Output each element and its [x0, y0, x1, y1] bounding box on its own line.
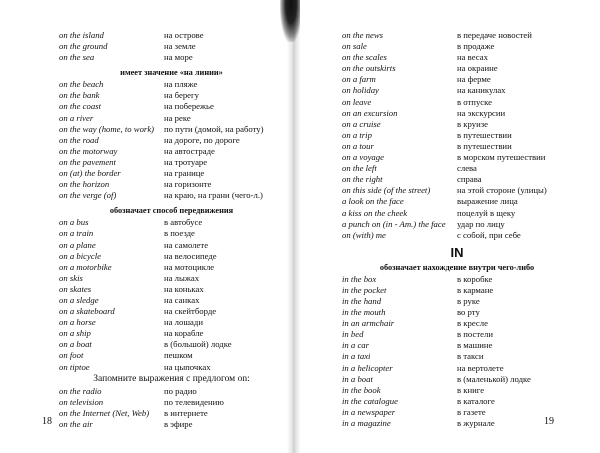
russian-translation: на коньках	[164, 283, 204, 294]
english-phrase: on a bicycle	[59, 250, 101, 261]
phrase-row	[342, 30, 572, 41]
russian-translation: в автобусе	[164, 217, 203, 228]
russian-translation: в морском путешествии	[457, 152, 546, 163]
english-phrase: on the left	[342, 163, 377, 174]
english-phrase: on the horizon	[59, 179, 110, 190]
english-phrase: on the pavement	[59, 156, 116, 167]
phrase-row	[342, 208, 572, 219]
russian-translation: на скейтборде	[164, 306, 217, 317]
russian-translation: слева	[457, 163, 477, 174]
english-phrase: a kiss on the cheek	[342, 207, 408, 218]
english-phrase: in an armchair	[342, 318, 395, 329]
english-phrase: in the catalogue	[342, 395, 398, 406]
phrase-row	[59, 113, 284, 124]
english-phrase: on the ground	[59, 41, 108, 52]
phrase-row	[342, 307, 572, 318]
english-phrase: in the mouth	[342, 307, 386, 318]
right-page	[300, 0, 600, 453]
english-phrase: on a bus	[59, 217, 89, 228]
english-phrase: in the box	[342, 273, 377, 284]
english-phrase: on sale	[342, 41, 367, 52]
phrase-row	[59, 408, 284, 419]
phrase-row	[342, 63, 572, 74]
phrase-row	[59, 306, 284, 317]
russian-translation: на дороге, по дороге	[164, 134, 240, 145]
russian-translation: на границе	[164, 168, 205, 179]
russian-translation: в такси	[457, 351, 484, 362]
russian-translation: удар по лицу	[457, 218, 505, 229]
english-phrase: in bed	[342, 329, 364, 340]
english-phrase: on a motorbike	[59, 261, 112, 272]
russian-translation: на побережье	[164, 101, 214, 112]
phrase-row	[342, 74, 572, 85]
ink-blot	[280, 0, 302, 42]
phrase-list	[342, 30, 572, 241]
english-phrase: on the scales	[342, 52, 387, 63]
russian-translation: на ферме	[457, 74, 491, 85]
russian-translation: в путешествии	[457, 140, 512, 151]
russian-translation: по пути (домой, на работу)	[164, 123, 264, 134]
english-phrase: on the way (home, to work)	[59, 123, 155, 134]
english-phrase: in a newspaper	[342, 406, 396, 417]
phrase-row	[59, 190, 284, 201]
russian-translation: на этой стороне (улицы)	[457, 185, 547, 196]
phrase-row	[342, 418, 572, 429]
english-phrase: on the island	[59, 30, 104, 40]
phrase-row	[59, 168, 284, 179]
phrase-row	[59, 217, 284, 228]
book-gutter	[287, 0, 301, 453]
phrase-row	[342, 41, 572, 52]
phrase-row	[59, 386, 284, 397]
english-phrase: on the verge (of)	[59, 190, 117, 201]
page-number: 18	[42, 416, 52, 427]
section-heading: Запомните выражения с предлогом on:	[93, 373, 250, 384]
phrase-row	[342, 274, 572, 285]
english-phrase: on the road	[59, 134, 99, 145]
phrase-row	[59, 328, 284, 339]
russian-translation: на лошади	[164, 317, 203, 328]
russian-translation: справа	[457, 174, 482, 185]
english-phrase: on leave	[342, 96, 372, 107]
phrase-row	[342, 196, 572, 207]
russian-translation: в кресле	[457, 318, 488, 329]
russian-translation: на пляже	[164, 79, 198, 90]
phrase-row	[59, 397, 284, 408]
phrase-row	[59, 419, 284, 430]
english-phrase: on the air	[59, 418, 93, 429]
english-phrase: in a magazine	[342, 418, 391, 428]
phrase-row	[342, 85, 572, 96]
phrase-row	[342, 340, 572, 351]
english-phrase: on the right	[342, 174, 383, 185]
english-phrase: on skates	[59, 283, 92, 294]
russian-translation: на самолете	[164, 239, 209, 250]
phrase-row	[342, 52, 572, 63]
russian-translation: во рту	[457, 307, 480, 318]
phrase-row	[342, 152, 572, 163]
english-phrase: on foot	[59, 350, 84, 361]
phrase-row	[59, 179, 284, 190]
english-phrase: on a skateboard	[59, 306, 115, 317]
russian-translation: в газете	[457, 406, 486, 417]
phrase-row	[59, 157, 284, 168]
phrase-row	[59, 52, 284, 63]
russian-translation: на корабле	[164, 328, 204, 339]
phrase-row	[342, 163, 572, 174]
phrase-row	[342, 108, 572, 119]
russian-translation: в руке	[457, 295, 480, 306]
english-phrase: on a train	[59, 228, 94, 239]
english-phrase: on the motorway	[59, 145, 118, 156]
english-phrase: in the pocket	[342, 284, 387, 295]
russian-translation: в интернете	[164, 407, 208, 418]
phrase-row	[342, 329, 572, 340]
phrase-row	[59, 251, 284, 262]
phrase-row	[59, 124, 284, 135]
phrase-row	[59, 79, 284, 90]
english-phrase: on the outskirts	[342, 63, 396, 74]
english-phrase: on the coast	[59, 101, 101, 112]
russian-translation: по телевидению	[164, 396, 224, 407]
english-phrase: on a sledge	[59, 294, 99, 305]
english-phrase: on a voyage	[342, 152, 384, 163]
english-phrase: on the sea	[59, 52, 95, 63]
english-phrase: on an excursion	[342, 107, 398, 118]
russian-translation: выражение лица	[457, 196, 518, 207]
english-phrase: on television	[59, 396, 104, 407]
phrase-list	[59, 79, 284, 201]
phrase-row	[59, 146, 284, 157]
russian-translation: в путешествии	[457, 129, 512, 140]
russian-translation: в продаже	[457, 41, 495, 52]
english-phrase: in a helicopter	[342, 362, 393, 373]
phrase-row	[342, 97, 572, 108]
russian-translation: в круизе	[457, 118, 489, 129]
section-heading: имеет значение «на линии»	[120, 68, 223, 78]
phrase-row	[342, 285, 572, 296]
phrase-row	[342, 219, 572, 230]
english-phrase: on a boat	[59, 339, 92, 350]
english-phrase: on a ship	[59, 328, 91, 339]
english-phrase: in the hand	[342, 295, 382, 306]
russian-translation: на вертолете	[457, 362, 504, 373]
section-heading: обозначает нахождение внутри чего-либо	[379, 262, 535, 272]
phrase-row	[59, 90, 284, 101]
russian-translation: на каникулах	[457, 85, 506, 96]
phrase-row	[59, 228, 284, 239]
russian-translation: на автостраде	[164, 145, 215, 156]
russian-translation: на реке	[164, 112, 191, 123]
phrase-row	[342, 230, 572, 241]
phrase-row	[342, 174, 572, 185]
phrase-row	[342, 119, 572, 130]
english-phrase: in the book	[342, 384, 381, 395]
english-phrase: on this side (of the street)	[342, 185, 431, 196]
russian-translation: в каталоге	[457, 395, 495, 406]
russian-translation: на окраине	[457, 63, 498, 74]
english-phrase: in a boat	[342, 373, 373, 384]
english-phrase: in a car	[342, 340, 370, 351]
phrase-row	[59, 317, 284, 328]
left-page	[0, 0, 290, 453]
phrase-row	[59, 30, 284, 41]
english-phrase: on skis	[59, 272, 83, 283]
page-number: 19	[544, 416, 554, 427]
phrase-row	[342, 363, 572, 374]
phrase-list	[59, 30, 284, 63]
russian-translation: на море	[164, 52, 193, 63]
russian-translation: на острове	[164, 30, 204, 40]
russian-translation: на мотоцикле	[164, 261, 215, 272]
phrase-row	[59, 273, 284, 284]
phrase-row	[342, 396, 572, 407]
phrase-row	[59, 284, 284, 295]
phrase-list	[59, 386, 284, 430]
english-phrase: on the beach	[59, 79, 104, 90]
russian-translation: на санках	[164, 294, 200, 305]
phrase-list	[342, 274, 572, 429]
phrase-row	[59, 350, 284, 361]
russian-translation: в журнале	[457, 418, 495, 428]
russian-translation: на краю, на грани (чего-л.)	[164, 190, 263, 201]
russian-translation: на цыпочках	[164, 361, 211, 372]
russian-translation: на экскурсии	[457, 107, 506, 118]
russian-translation: в книге	[457, 384, 485, 395]
russian-translation: на лыжах	[164, 272, 200, 283]
left-page-column	[59, 30, 284, 430]
section-title: IN	[450, 244, 464, 260]
phrase-row	[59, 295, 284, 306]
phrase-row	[342, 141, 572, 152]
phrase-row	[342, 296, 572, 307]
phrase-row	[342, 130, 572, 141]
section-heading: обозначает способ передвижения	[109, 206, 234, 216]
russian-translation: в кармане	[457, 284, 494, 295]
english-phrase: on a tour	[342, 140, 374, 151]
phrase-row	[342, 385, 572, 396]
english-phrase: on a farm	[342, 74, 376, 85]
russian-translation: на весах	[457, 52, 488, 63]
english-phrase: on the Internet (Net, Web)	[59, 407, 150, 418]
english-phrase: on (with) me	[342, 229, 386, 240]
english-phrase: on the radio	[59, 385, 102, 396]
phrase-row	[342, 318, 572, 329]
english-phrase: a look on the face	[342, 196, 404, 207]
phrase-row	[59, 135, 284, 146]
phrase-row	[59, 262, 284, 273]
russian-translation: в передаче новостей	[457, 30, 532, 40]
english-phrase: on a river	[59, 112, 94, 123]
russian-translation: на земле	[164, 41, 196, 52]
russian-translation: в коробке	[457, 273, 493, 284]
phrase-row	[342, 351, 572, 362]
phrase-row	[342, 374, 572, 385]
russian-translation: поцелуй в щеку	[457, 207, 516, 218]
russian-translation: в поезде	[164, 228, 195, 239]
english-phrase: on a trip	[342, 129, 372, 140]
english-phrase: on a horse	[59, 317, 96, 328]
phrase-row	[342, 185, 572, 196]
russian-translation: в (маленькой) лодке	[457, 373, 531, 384]
english-phrase: on tiptoe	[59, 361, 90, 372]
phrase-row	[59, 101, 284, 112]
russian-translation: на горизонте	[164, 179, 212, 190]
russian-translation: на велосипеде	[164, 250, 217, 261]
phrase-row	[59, 339, 284, 350]
phrase-row	[59, 41, 284, 52]
english-phrase: on holiday	[342, 85, 379, 96]
english-phrase: on the news	[342, 30, 384, 40]
russian-translation: в (большой) лодке	[164, 339, 232, 350]
russian-translation: в машине	[457, 340, 493, 351]
english-phrase: a punch on (in - Am.) the face	[342, 218, 446, 229]
english-phrase: on the bank	[59, 90, 100, 101]
english-phrase: in a taxi	[342, 351, 371, 362]
phrase-row	[59, 240, 284, 251]
russian-translation: по радио	[164, 385, 197, 396]
russian-translation: на тротуаре	[164, 156, 208, 167]
russian-translation: в эфире	[164, 418, 193, 429]
russian-translation: с собой, при себе	[457, 229, 521, 240]
russian-translation: пешком	[164, 350, 193, 361]
english-phrase: on a cruise	[342, 118, 381, 129]
english-phrase: on a plane	[59, 239, 96, 250]
right-page-column	[342, 30, 572, 429]
russian-translation: в отпуске	[457, 96, 493, 107]
english-phrase: on (at) the border	[59, 168, 121, 179]
phrase-row	[342, 407, 572, 418]
phrase-list	[59, 217, 284, 372]
russian-translation: на берегу	[164, 90, 199, 101]
russian-translation: в постели	[457, 329, 493, 340]
phrase-row	[59, 362, 284, 373]
